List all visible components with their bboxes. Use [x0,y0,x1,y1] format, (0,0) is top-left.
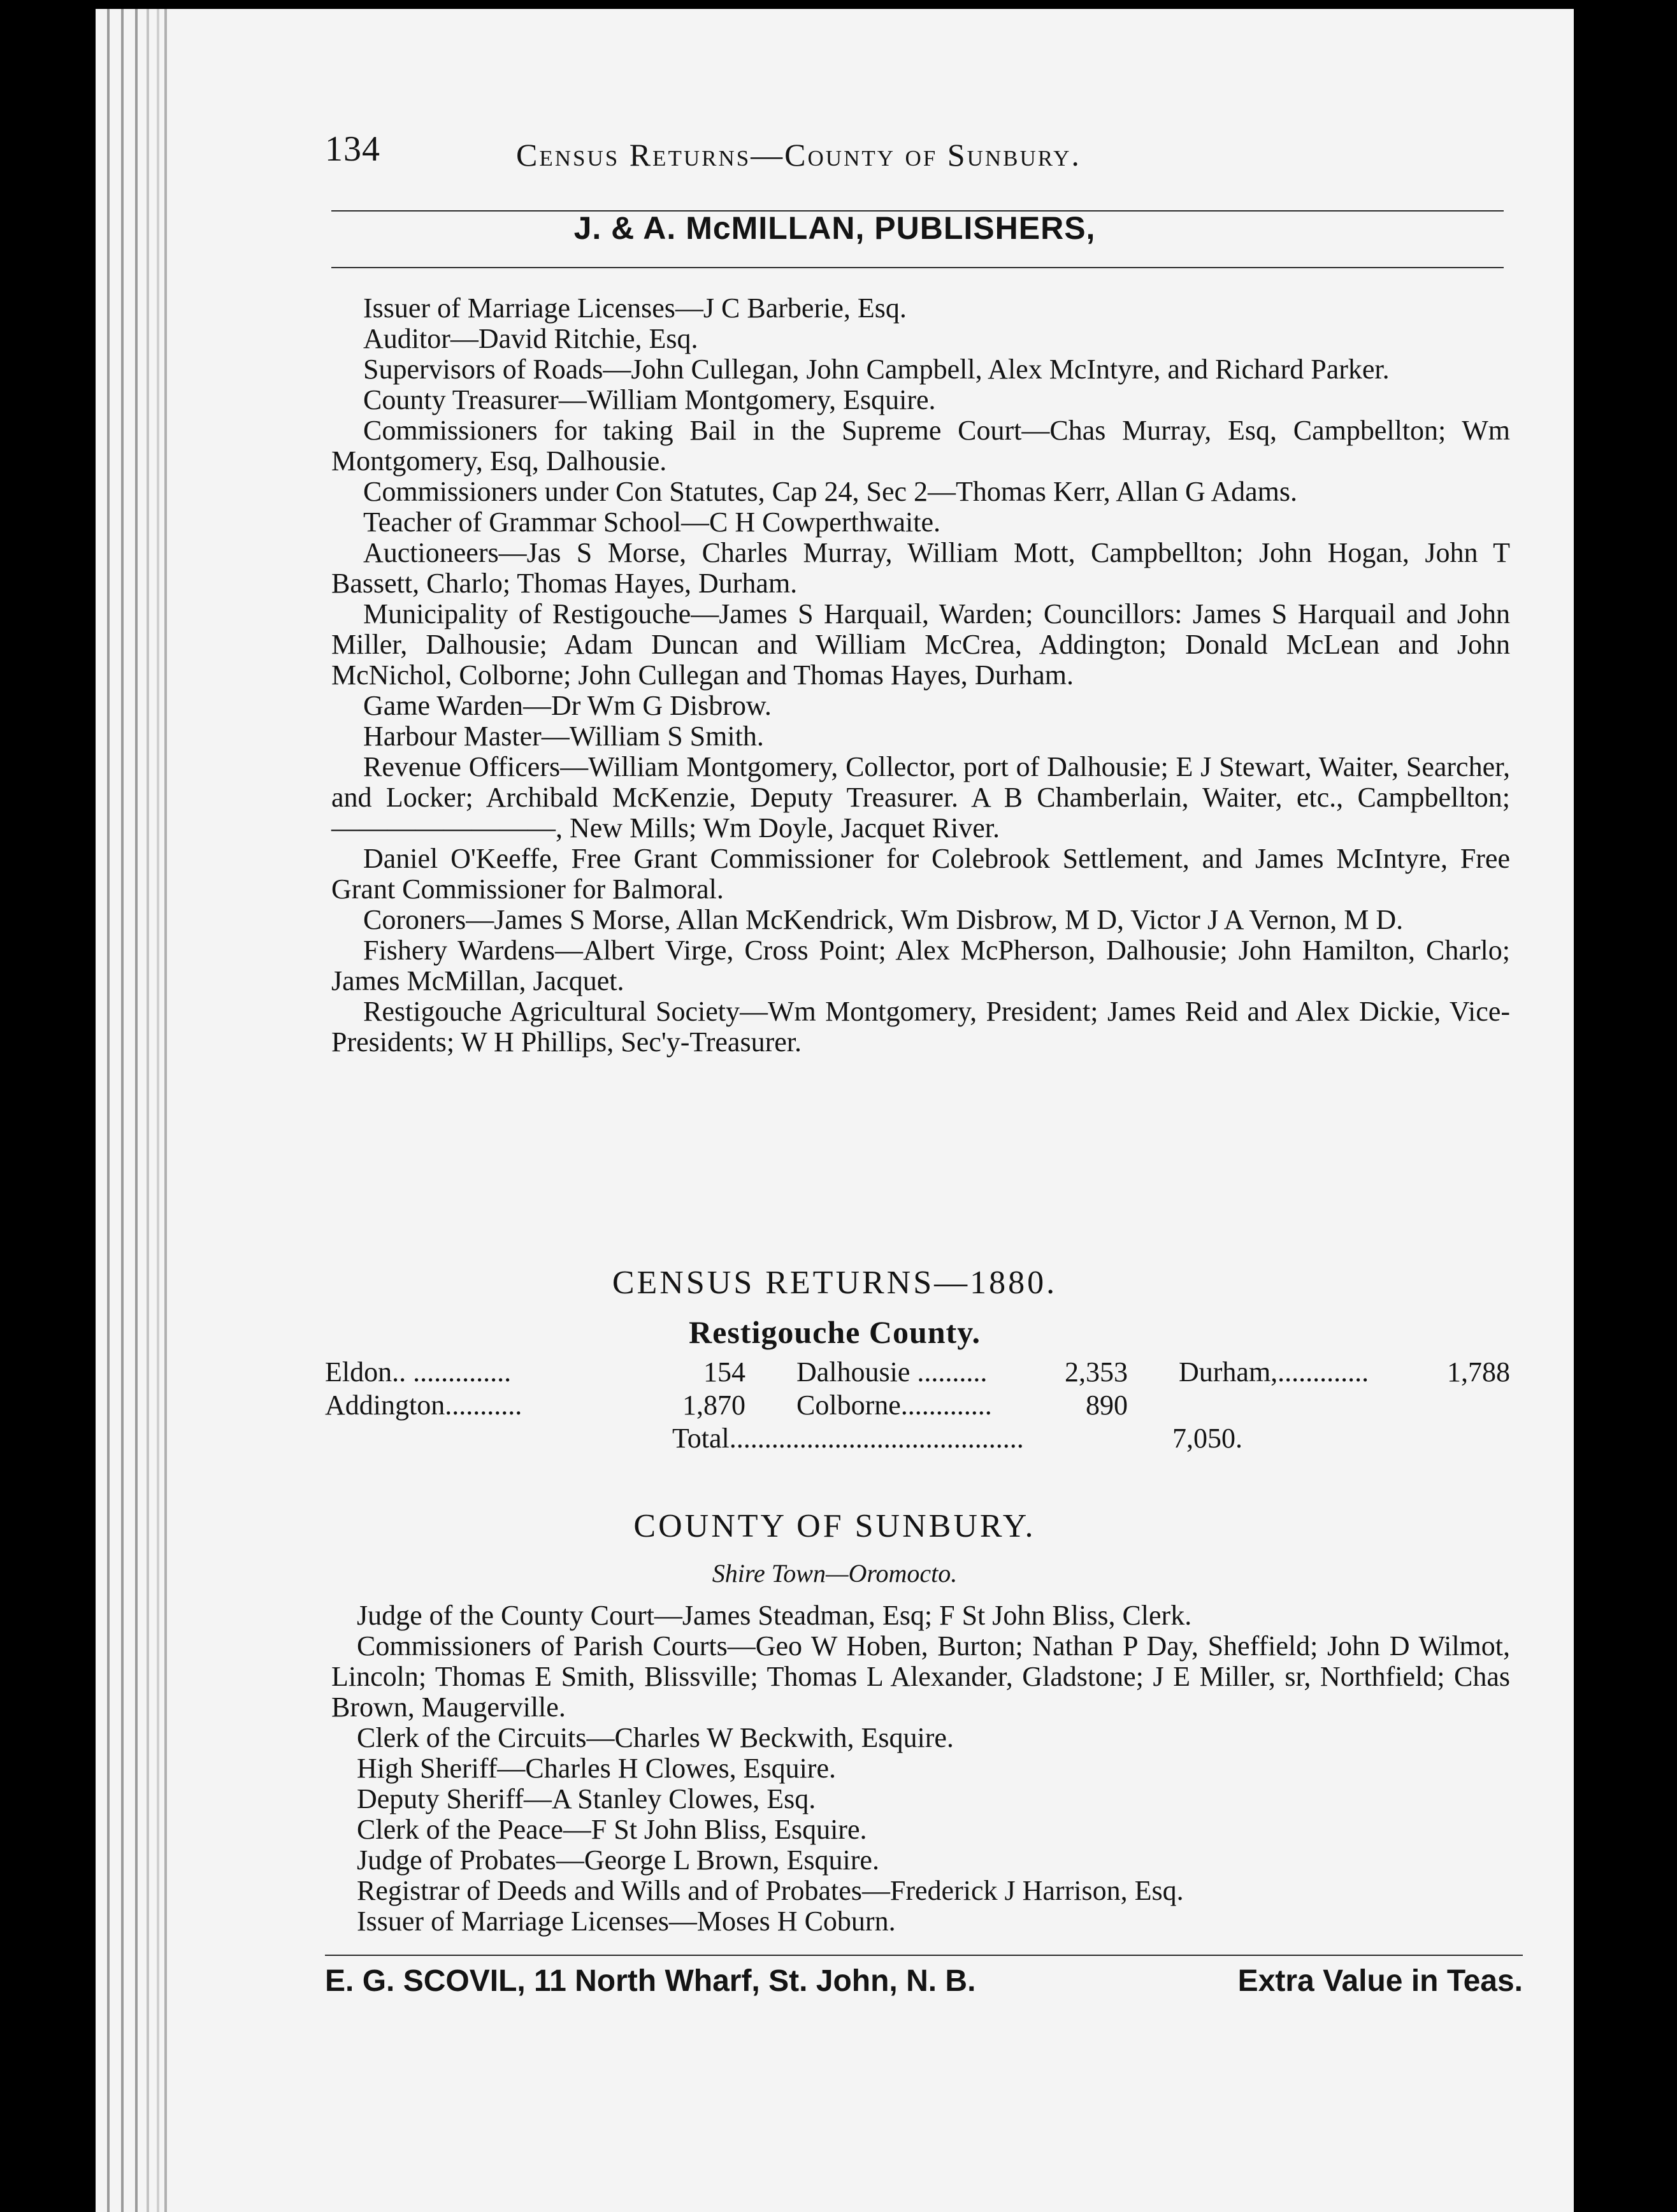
restigouche-officers-list [331,293,1510,1058]
sunbury-officers-list [331,1600,1510,1937]
officer-entry: Registrar of Deeds and Wills and of Probates—Frederick J Harrison, Esq. [357,1875,1184,1906]
footer-rule [325,1955,1523,1956]
census-place: Colborne............. [796,1390,992,1421]
officer-entry: Teacher of Grammar School—C H Cowperthwaite. [363,506,940,538]
officer-entry: Daniel O'Keeffe, Free Grant Commissioner for Colebrook Settlement, and James McIntyre, Free Grant Commissioner for Balmoral. [331,843,1510,905]
running-head: Census Returns—County of Sunbury. [516,137,1081,173]
census-population: 1,870 [682,1390,745,1421]
officer-entry: Municipality of Restigouche—James S Harquail, Warden; Councillors: James S Harquail and John Miller, Dalhousie; Adam Duncan and William McCrea, Addington; Donald McLean and John McNichol, Colborne; John Cullegan and Thomas Hayes, Durham. [331,598,1510,691]
census-place: Addington........... [325,1390,522,1421]
sunbury-section-title: COUNTY OF SUNBURY. [633,1508,1036,1544]
officer-entry: High Sheriff—Charles H Clowes, Esquire. [357,1753,836,1784]
advert-scovil: E. G. SCOVIL, 11 North Wharf, St. John, N. B. [325,1964,976,1998]
publisher-banner: J. & A. McMILLAN, PUBLISHERS, [573,210,1096,246]
page-edge [147,9,149,2212]
officer-entry: Auditor—David Ritchie, Esq. [363,323,698,354]
census-total-label: Total.......................................... [672,1423,1024,1454]
page-edge [135,9,138,2212]
page-edge [121,9,124,2212]
officer-entry: Harbour Master—William S Smith. [363,721,764,752]
census-place: Eldon.. .............. [325,1356,512,1388]
officer-entry: Judge of the County Court—James Steadman, Esq; F St John Bliss, Clerk. [357,1600,1192,1631]
census-population: 890 [1086,1390,1128,1421]
officer-entry: Issuer of Marriage Licenses—J C Barberie, Esq. [363,292,907,324]
officer-entry: Coroners—James S Morse, Allan McKendrick, Wm Disbrow, M D, Victor J A Vernon, M D. [363,904,1404,935]
census-county-subtitle: Restigouche County. [689,1314,981,1350]
officer-entry: Commissioners under Con Statutes, Cap 24, Sec 2—Thomas Kerr, Allan G Adams. [363,476,1297,507]
census-total-value: 7,050. [1172,1423,1242,1454]
officer-entry: Judge of Probates—George L Brown, Esquire. [357,1844,879,1876]
officer-entry: Supervisors of Roads—John Cullegan, John Campbell, Alex McIntyre, and Richard Parker. [363,354,1390,385]
book-page [96,9,1574,2212]
officer-entry: Deputy Sheriff—A Stanley Clowes, Esq. [357,1783,816,1814]
shire-town: Shire Town—Oromocto. [712,1559,958,1588]
officer-entry: Clerk of the Circuits—Charles W Beckwith, Esquire. [357,1722,954,1753]
census-population: 154 [703,1356,745,1388]
publisher-rule [331,267,1504,268]
census-population: 1,788 [1447,1356,1510,1388]
census-title: CENSUS RETURNS—1880. [612,1265,1058,1301]
officer-entry: Revenue Officers—William Montgomery, Collector, port of Dalhousie; E J Stewart, Waiter, Searcher, and Locker; Archibald McKenzie, Deputy Treasurer. A B Chamberlain, Waiter, etc., Campbellton; ————————, New Mills; Wm Doyle, Jacquet River. [331,751,1510,844]
officer-entry: Issuer of Marriage Licenses—Moses H Coburn. [357,1906,896,1937]
officer-entry: Auctioneers—Jas S Morse, Charles Murray, William Mott, Campbellton; John Hogan, John T Bassett, Charlo; Thomas Hayes, Durham. [331,537,1510,599]
officer-entry: Fishery Wardens—Albert Virge, Cross Point; Alex McPherson, Dalhousie; John Hamilton, Charlo; James McMillan, Jacquet. [331,935,1510,996]
census-place: Dalhousie .......... [796,1356,988,1388]
officer-entry: Game Warden—Dr Wm G Disbrow. [363,690,772,721]
census-population: 2,353 [1065,1356,1128,1388]
page-edge [157,9,159,2212]
page-number: 134 [325,129,380,169]
page-edge [107,9,110,2212]
officer-entry: Commissioners for taking Bail in the Supreme Court—Chas Murray, Esq, Campbellton; Wm Montgomery, Esq, Dalhousie. [331,415,1510,477]
officer-entry: Restigouche Agricultural Society—Wm Montgomery, President; James Reid and Alex Dickie, Vice-Presidents; W H Phillips, Sec'y-Treasurer. [331,996,1510,1058]
advert-teas: Extra Value in Teas. [1237,1964,1523,1998]
page-edge [164,9,167,2212]
officer-entry: Commissioners of Parish Courts—Geo W Hoben, Burton; Nathan P Day, Sheffield; John D Wilmot, Lincoln; Thomas E Smith, Blissville; Thomas L Alexander, Gladstone; J E Miller, sr, Northfield; Chas Brown, Maugerville. [331,1630,1510,1723]
officer-entry: Clerk of the Peace—F St John Bliss, Esquire. [357,1814,867,1845]
census-place: Durham,............. [1179,1356,1369,1388]
officer-entry: County Treasurer—William Montgomery, Esquire. [363,384,936,415]
